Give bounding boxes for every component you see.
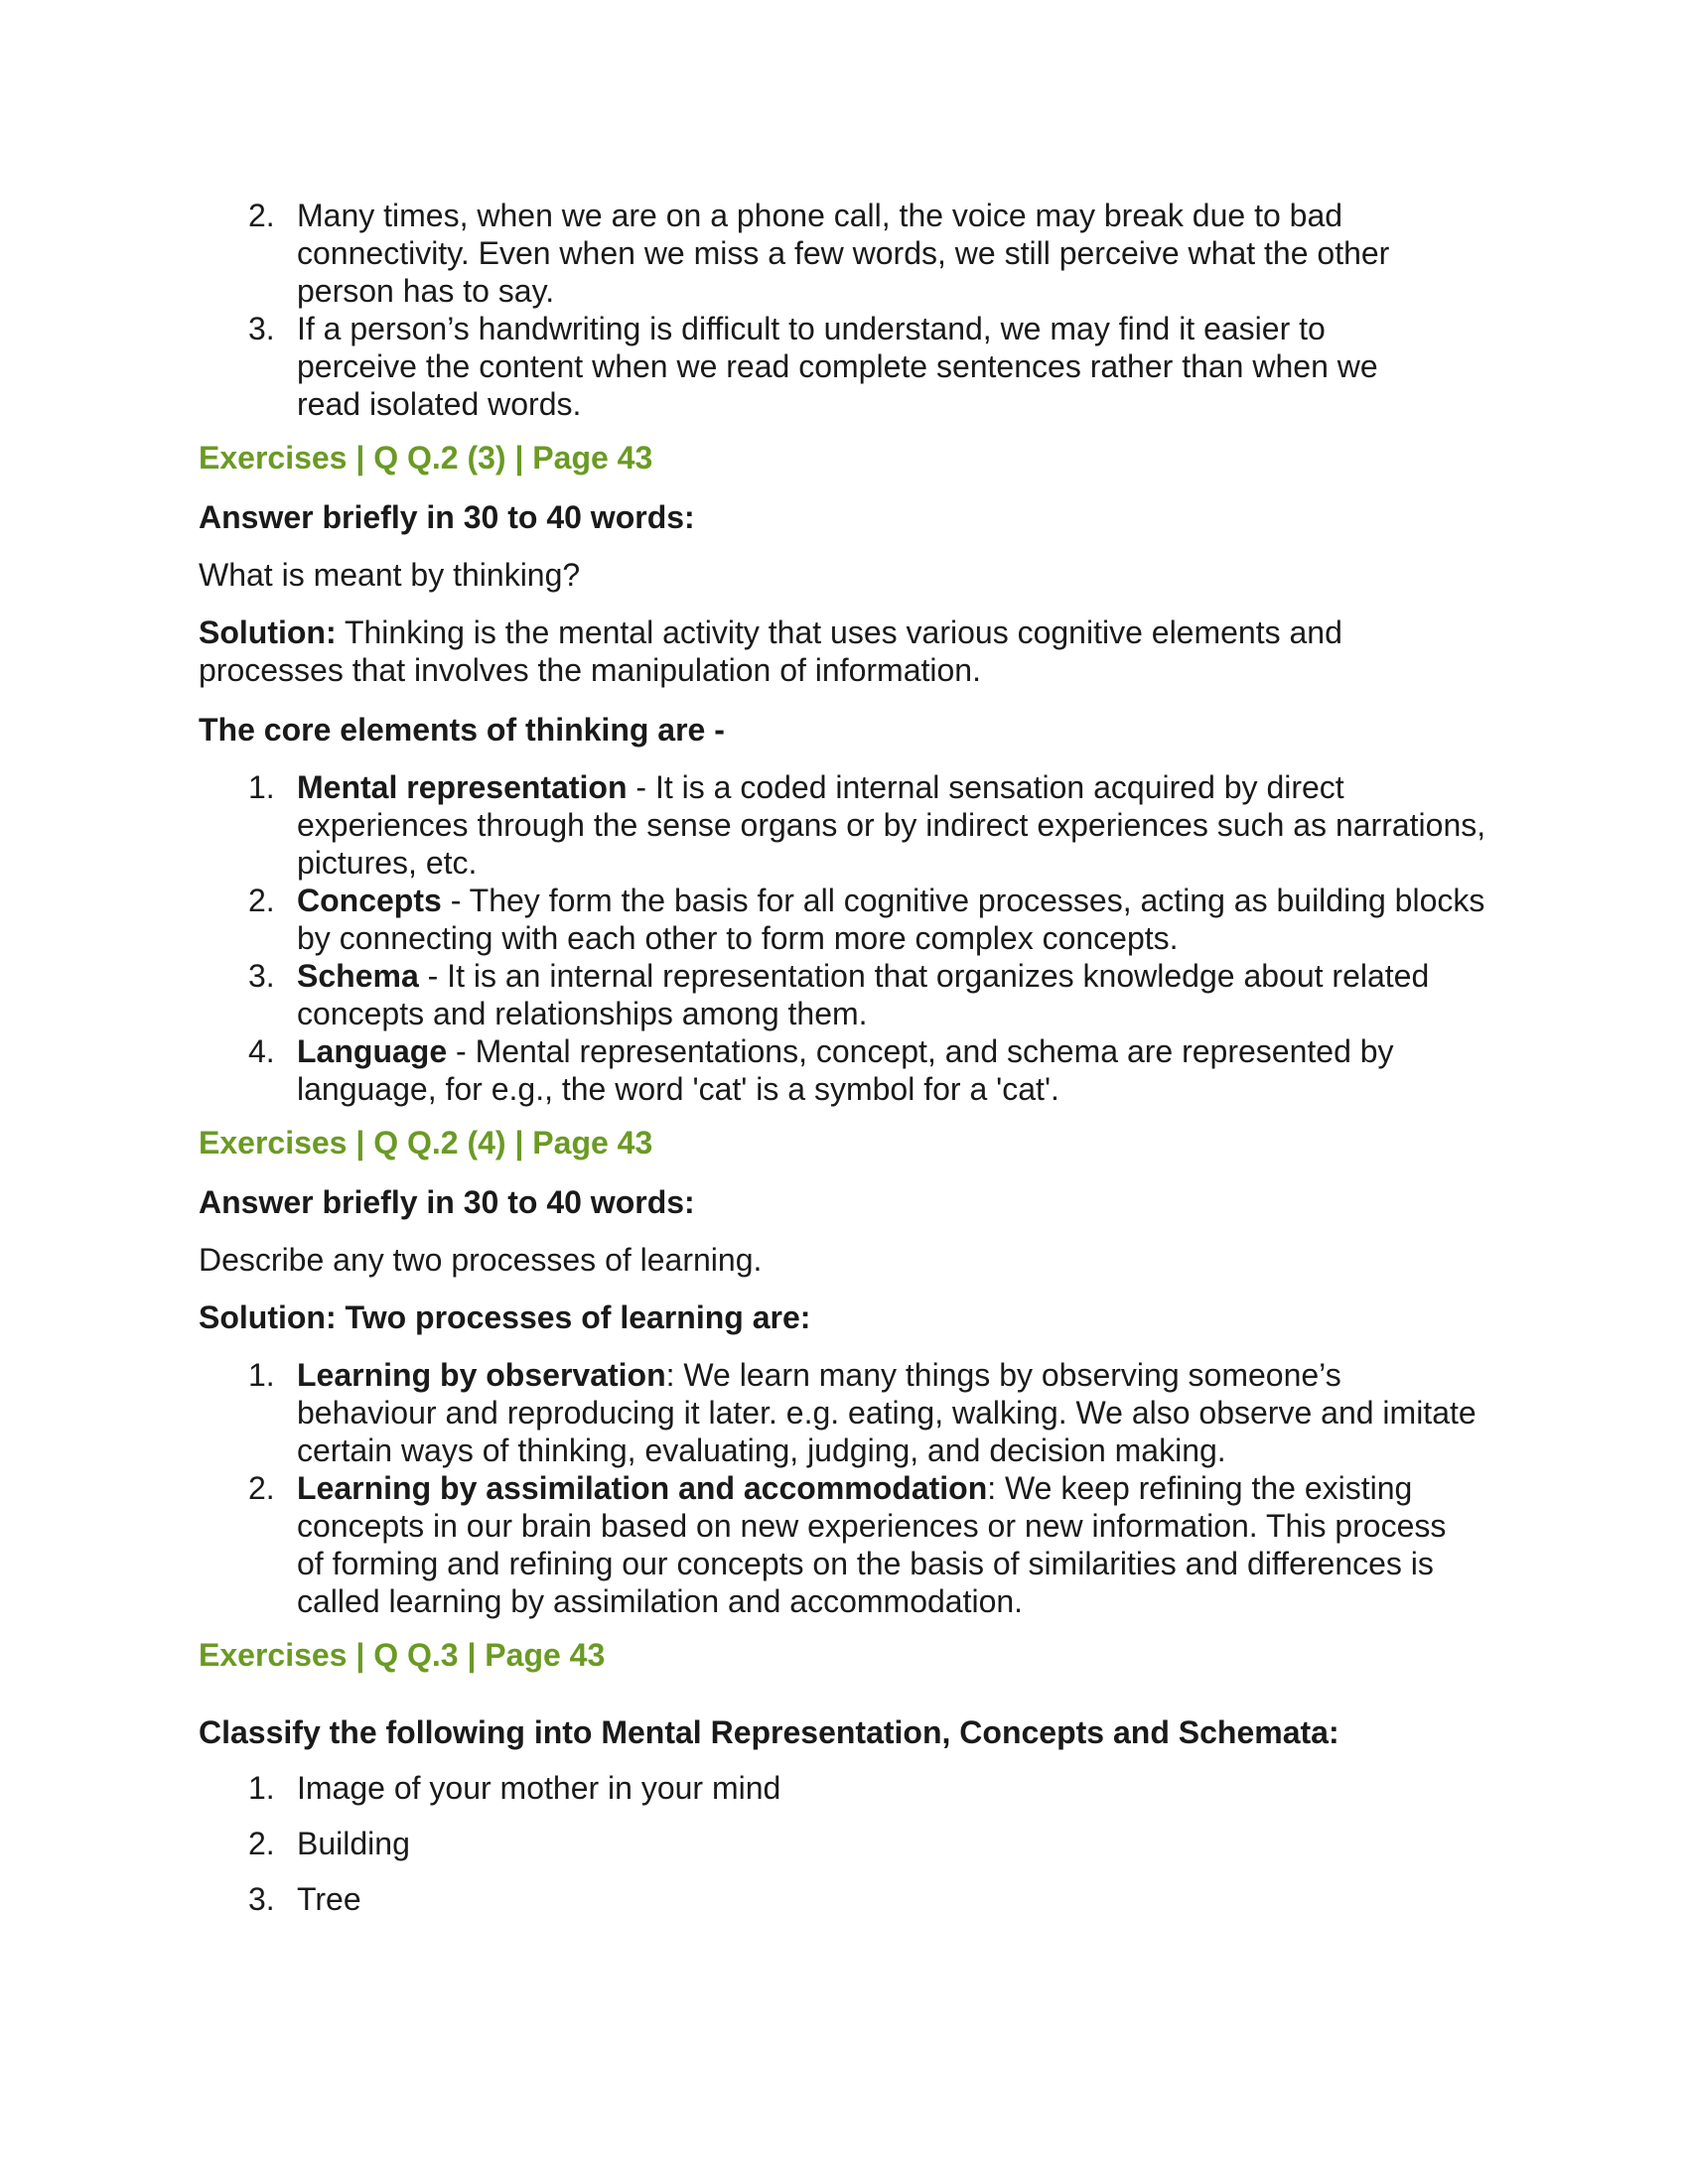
- core-elements-list: [199, 768, 1489, 1108]
- list-text: Image of your mother in your mind: [297, 1770, 781, 1806]
- question-text: Describe any two processes of learning.: [199, 1242, 763, 1278]
- list-text: - It is an internal representation that organizes knowledge about related concepts and relationships among them.: [297, 958, 1430, 1031]
- instruction-text: Answer briefly in 30 to 40 words:: [199, 1184, 695, 1220]
- list-item: [199, 768, 1489, 882]
- term-label: Schema: [297, 958, 419, 994]
- list-number: 2.: [248, 883, 275, 918]
- list-text: - They form the basis for all cognitive processes, acting as building blocks by connecting with each other to form more complex concepts.: [297, 883, 1485, 956]
- solution-heading: Solution: Two processes of learning are:: [199, 1299, 811, 1335]
- solution-paragraph: [199, 614, 1430, 689]
- list-item: [199, 197, 1450, 310]
- list-number: 3.: [248, 958, 275, 994]
- learning-processes-list: [199, 1356, 1479, 1620]
- list-item: [199, 957, 1489, 1032]
- instruction-text: Answer briefly in 30 to 40 words:: [199, 499, 695, 535]
- list-number: 1.: [248, 1357, 275, 1393]
- list-text: : We learn many things by observing someone’s behaviour and reproducing it later. e.g. eating, walking. We also observe and imitate certain ways of thinking, evaluating, judging, and decision making.: [297, 1357, 1477, 1468]
- list-text: : We keep refining the existing concepts in our brain based on new experiences or new information. This process of forming and refining our concepts on the basis of similarities and differences is called learning by assimilation and accommodation.: [297, 1470, 1447, 1619]
- list-number: 3.: [248, 311, 275, 346]
- list-text: If a person’s handwriting is difficult to understand, we may find it easier to perceive the content when we read complete sentences rather than when we read isolated words.: [297, 311, 1378, 422]
- term-label: Concepts: [297, 883, 442, 918]
- list-number: 2.: [248, 198, 275, 233]
- list-text: - It is a coded internal sensation acquired by direct experiences through the sense organs or by indirect experiences such as narrations, pictures, etc.: [297, 769, 1486, 881]
- list-number: 1.: [248, 769, 275, 805]
- core-elements-heading: The core elements of thinking are -: [199, 712, 725, 748]
- list-item: [199, 882, 1489, 957]
- term-label: Learning by observation: [297, 1357, 666, 1393]
- list-item: [199, 1825, 1499, 1862]
- list-text: - Mental representations, concept, and schema are represented by language, for e.g., the word 'cat' is a symbol for a 'cat'.: [297, 1033, 1394, 1107]
- list-text: Tree: [297, 1881, 361, 1917]
- solution-text: Thinking is the mental activity that uses various cognitive elements and processes that involves the manipulation of information.: [199, 614, 1342, 688]
- list-item: [199, 1769, 1499, 1807]
- document-page: [199, 197, 1499, 1918]
- list-item: [199, 310, 1450, 423]
- list-item: [199, 1880, 1499, 1918]
- question-text: What is meant by thinking?: [199, 557, 581, 593]
- list-text: Many times, when we are on a phone call, the voice may break due to bad connectivity. Even when we miss a few words, we still perceive what the other person has to say.: [297, 198, 1390, 309]
- list-number: 2.: [248, 1826, 275, 1861]
- classify-list: [199, 1769, 1499, 1918]
- list-item: [199, 1356, 1479, 1469]
- section-heading: Exercises | Q Q.3 | Page 43: [199, 1637, 606, 1673]
- continued-list: [199, 197, 1450, 423]
- list-item: [199, 1469, 1479, 1620]
- term-label: Learning by assimilation and accommodation: [297, 1470, 988, 1506]
- list-number: 4.: [248, 1033, 275, 1069]
- section-heading: Exercises | Q Q.2 (3) | Page 43: [199, 440, 653, 476]
- list-number: 1.: [248, 1770, 275, 1806]
- list-number: 2.: [248, 1470, 275, 1506]
- instruction-text: Classify the following into Mental Representation, Concepts and Schemata:: [199, 1714, 1339, 1750]
- term-label: Language: [297, 1033, 448, 1069]
- list-item: [199, 1032, 1489, 1108]
- list-text: Building: [297, 1826, 410, 1861]
- term-label: Mental representation: [297, 769, 628, 805]
- section-heading: Exercises | Q Q.2 (4) | Page 43: [199, 1125, 653, 1160]
- solution-label: Solution:: [199, 614, 337, 650]
- list-number: 3.: [248, 1881, 275, 1917]
